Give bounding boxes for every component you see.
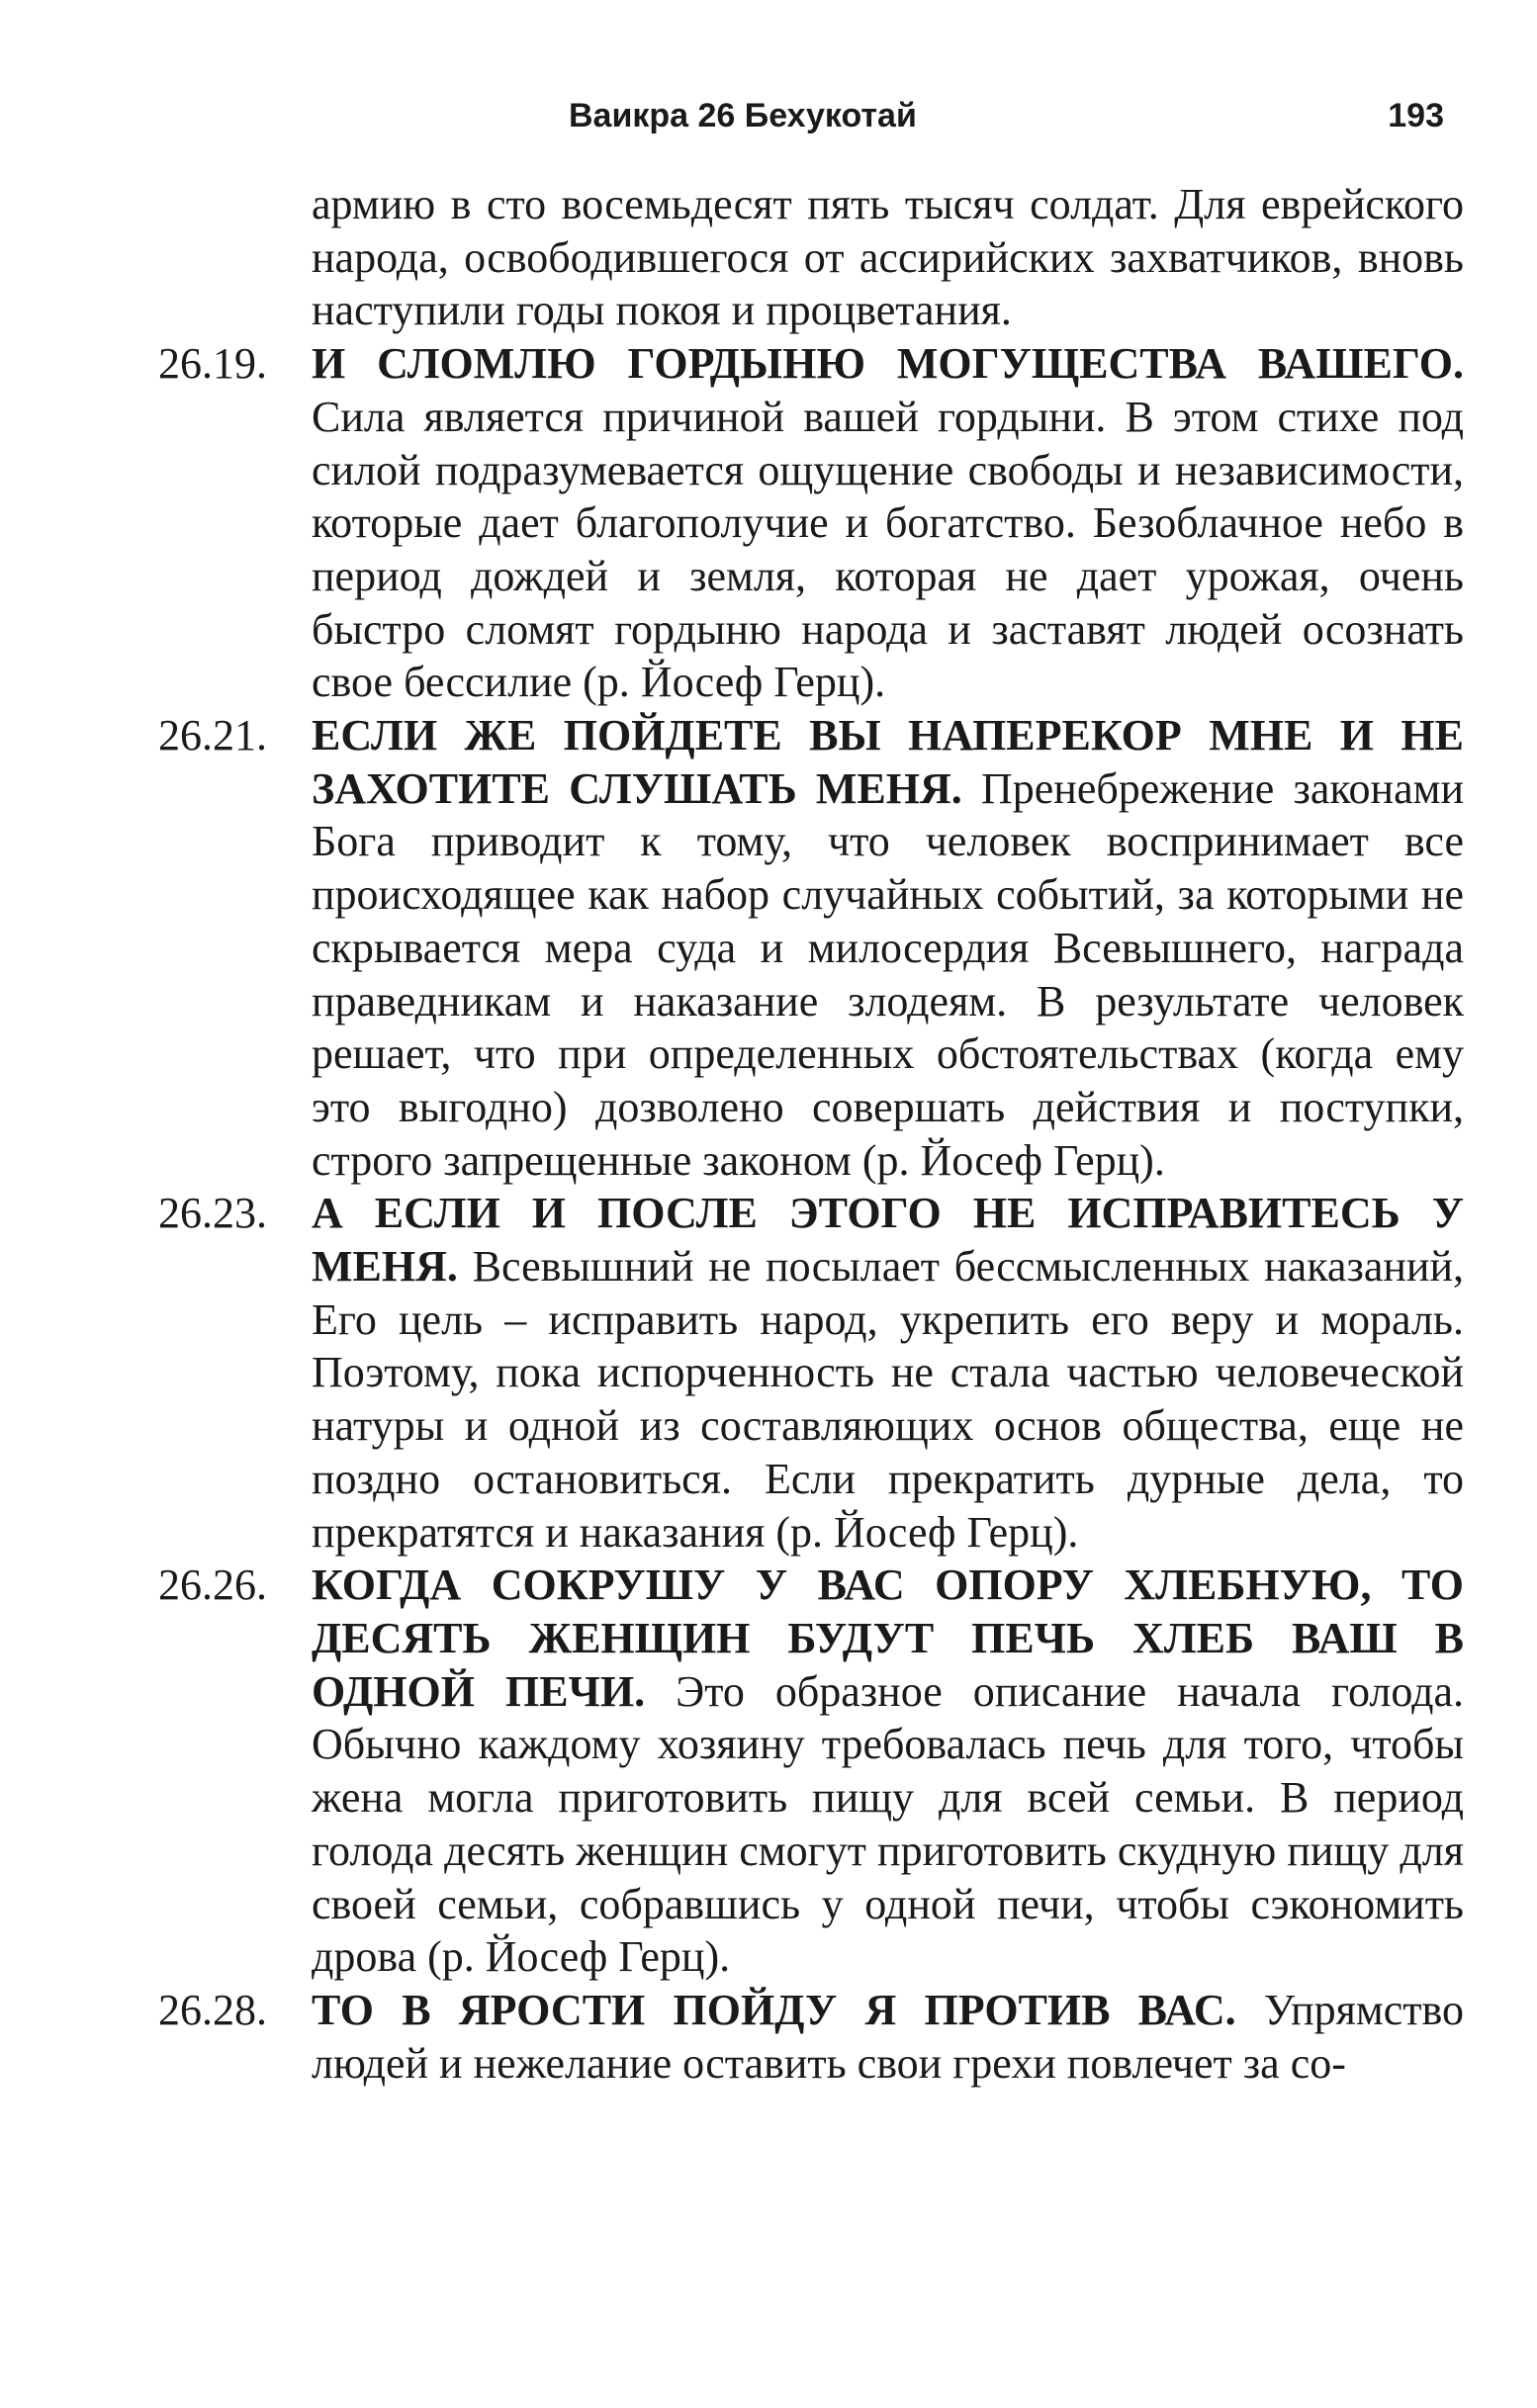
- verse-lemma: ЕСЛИ ЖЕ ПОЙДЕТЕ ВЫ НАПЕРЕКОР МНЕ И НЕ ЗАХОТИТЕ СЛУШАТЬ МЕНЯ.: [312, 711, 1464, 813]
- commentary-entry-26-21: [158, 709, 1464, 1187]
- verse-number: 26.19.: [158, 339, 267, 389]
- paragraph-text: армию в сто восемьдесят пять тысяч солдат. Для еврейского народа, освободившегося от ассирийских захватчиков, вновь наступили годы покоя и процветания.: [312, 180, 1464, 335]
- commentary-text: Сила является причиной вашей гордыни. В этом стихе под силой подразумевается ощущение свободы и независимости, которые дает благополучие и богатство. Безоблачное небо в период дождей и земля, которая не дает урожая, очень быстро сломят гордыню народа и заставят людей осознать свое бессилие (р. Йосеф Герц).: [312, 392, 1464, 707]
- page-header: [569, 91, 1464, 140]
- commentary-body: [158, 178, 1464, 2090]
- entry-content: [312, 709, 1464, 1187]
- entry-content: [312, 1187, 1464, 1559]
- verse-lemma: И СЛОМЛЮ ГОРДЫНЮ МОГУЩЕСТВА ВАШЕГО.: [312, 339, 1464, 389]
- verse-lemma: А ЕСЛИ И ПОСЛЕ ЭТОГО НЕ ИСПРАВИТЕСЬ У МЕНЯ.: [312, 1189, 1464, 1292]
- entry-content: [312, 337, 1464, 709]
- verse-number: 26.21.: [158, 711, 267, 760]
- verse-number: 26.26.: [158, 1561, 267, 1610]
- commentary-entry-26-26: [158, 1559, 1464, 1984]
- page-number: 193: [1388, 97, 1444, 134]
- commentary-text: Это образное описание начала голода. Обычно каждому хозяину требовалась печь для того, чтобы жена могла приготовить пищу для всей семьи. В период голода десять женщин смогут приготовить скудную пищу для своей семьи, собравшись у одной печи, чтобы сэкономить дрова (р. Йосеф Герц).: [312, 1666, 1464, 1982]
- continuation-paragraph: [158, 178, 1464, 337]
- verse-lemma: ТО В ЯРОСТИ ПОЙДУ Я ПРОТИВ ВАС.: [312, 1985, 1236, 2034]
- commentary-entry-26-23: [158, 1187, 1464, 1559]
- verse-number: 26.23.: [158, 1189, 267, 1238]
- commentary-text: Пренебрежение законами Бога приводит к тому, что человек воспринимает все происходящее как набор случайных событий, за которыми не скрывается мера суда и милосердия Всевышнего, награда праведникам и наказание злодеям. В результате человек решает, что при определенных обстоятельствах (когда ему это выгодно) дозволено совершать действия и поступки, строго запрещенные законом (р. Йосеф Герц).: [312, 763, 1464, 1185]
- commentary-text: Упрямство людей и нежелание оставить свои грехи повлечет за со-: [312, 1985, 1464, 2088]
- running-title: Ваикра 26 Бехукотай: [569, 97, 917, 134]
- commentary-text: Всевышний не посылает бессмысленных наказаний, Его цель – исправить народ, укрепить его веру и мораль. Поэтому, пока испорченность не стала частью человеческой натуры и одной из составляющих основ общества, еще не поздно остановиться. Если прекратить дурные дела, то прекратятся и наказания (р. Йосеф Герц).: [312, 1242, 1464, 1557]
- commentary-entry-26-19: [158, 337, 1464, 709]
- entry-content: [312, 1559, 1464, 1984]
- verse-number: 26.28.: [158, 1985, 267, 2034]
- verse-lemma: КОГДА СОКРУШУ У ВАС ОПОРУ ХЛЕБНУЮ, ТО ДЕСЯТЬ ЖЕНЩИН БУДУТ ПЕЧЬ ХЛЕБ ВАШ В ОДНОЙ ПЕЧИ.: [312, 1561, 1464, 1716]
- commentary-entry-26-28: [158, 1984, 1464, 2090]
- entry-content: [312, 1984, 1464, 2090]
